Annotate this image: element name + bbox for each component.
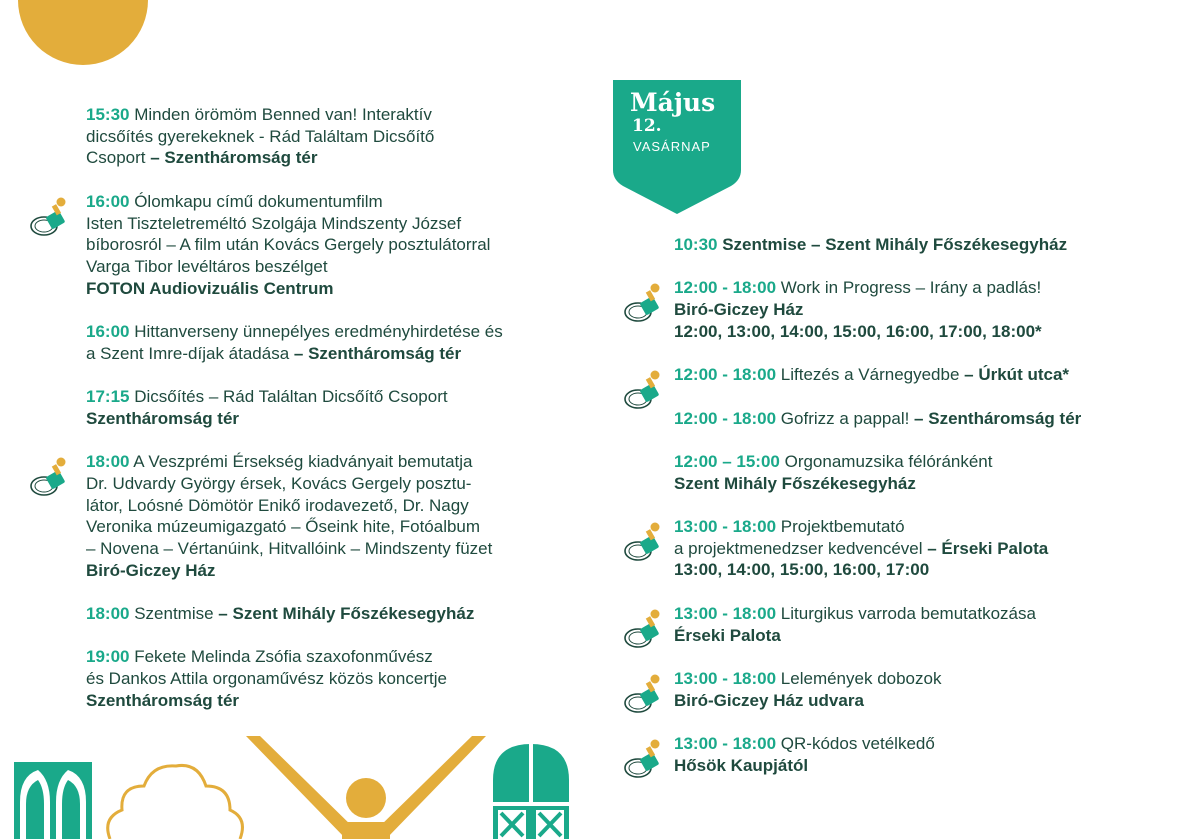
event-time: 16:00 xyxy=(86,322,130,341)
event-title: Liturgikus varroda bemutatkozása xyxy=(780,603,1036,623)
left-schedule-column xyxy=(86,104,566,733)
event-title: Projektbemutató a projektmenedzser kedvencével xyxy=(674,517,923,558)
event-location: – Szent Mihály Főszékesegyház xyxy=(218,604,475,624)
schedule-event xyxy=(674,277,1144,342)
event-time: 18:00 xyxy=(86,604,130,624)
event-title: QR-kódos vetélkedő xyxy=(780,734,935,754)
gold-sun-decoration xyxy=(0,0,170,70)
badge-weekday: VASÁRNAP xyxy=(633,139,711,154)
schedule-event xyxy=(86,386,566,429)
event-location: – Szentháromság tér xyxy=(293,343,462,363)
event-location: Biró-Giczey Ház xyxy=(86,560,216,580)
event-time: 13:00 - 18:00 xyxy=(674,603,777,623)
event-title: Szentmise xyxy=(129,604,219,624)
stamp-icon xyxy=(622,282,662,322)
stamp-icon xyxy=(28,456,68,496)
event-title: Orgonamuzsika félóránként xyxy=(784,451,993,471)
event-location: Szent Mihály Főszékesegyház xyxy=(674,473,916,493)
event-title: Liftezés a Várnegyedbe xyxy=(776,365,965,385)
stamp-icon xyxy=(622,738,662,778)
event-location: Biró-Giczey Ház udvara xyxy=(674,690,864,710)
schedule-event xyxy=(674,516,1144,581)
badge-day: 12. xyxy=(632,116,662,136)
event-title: Lelemények dobozok xyxy=(780,668,942,688)
event-location: – Szentháromság tér xyxy=(150,148,318,168)
event-location: – Érseki Palota xyxy=(927,538,1049,558)
event-location: – Úrkút utca* xyxy=(964,365,1070,385)
event-time: 16:00 xyxy=(86,191,130,211)
schedule-event xyxy=(86,646,566,711)
schedule-event xyxy=(674,408,1144,430)
event-time: 12:00 - 18:00 xyxy=(674,278,777,298)
schedule-event xyxy=(674,364,1144,386)
stamp-icon xyxy=(622,673,662,713)
schedule-event xyxy=(86,451,566,581)
event-title: Ólomkapu című dokumentumfilm Isten Tiszteletreméltó Szolgája Mindszenty József bíborosról – A film után Kovács Gergely posztulátorral Varga Tibor levéltáros beszélget xyxy=(86,191,491,276)
schedule-event xyxy=(86,104,566,169)
event-location: Hősök Kaupjától xyxy=(674,755,809,775)
schedule-event xyxy=(674,733,1144,776)
event-location: – Szentháromság tér xyxy=(914,408,1082,428)
cross-figure-decoration xyxy=(246,736,486,839)
event-time: 13:00 - 18:00 xyxy=(674,734,777,754)
event-time: 18:00 xyxy=(86,452,130,472)
stamp-icon xyxy=(622,521,662,561)
schedule-event xyxy=(86,603,566,625)
event-title: Work in Progress – Irány a padlás! xyxy=(780,278,1042,298)
event-time: 12:00 - 18:00 xyxy=(674,365,777,385)
event-location: Biró-Giczey Ház xyxy=(674,300,804,320)
event-time: 10:30 xyxy=(674,235,718,254)
stamp-icon xyxy=(28,196,68,236)
arched-window-decoration xyxy=(493,744,571,839)
tree-outline-decoration xyxy=(100,760,250,839)
event-time: 15:30 xyxy=(86,105,130,124)
schedule-event xyxy=(86,191,566,300)
event-location: FOTON Audiovizuális Centrum xyxy=(86,278,334,298)
badge-month: Május xyxy=(630,88,716,117)
stamp-icon xyxy=(622,369,662,409)
event-title: Fekete Melinda Zsófia szaxofonművész és Dankos Attila orgonaművész közös koncertje xyxy=(86,647,447,689)
schedule-event xyxy=(674,668,1144,711)
event-title: Hittanverseny ünnepélyes eredményhirdetése és a Szent Imre-díjak átadása xyxy=(86,322,503,363)
event-title: A Veszprémi Érsekség kiadványait bemutatja Dr. Udvardy György érsek, Kovács Gergely posztu- látor, Loósné Dömötör Enikő irodavezető, Dr. Nagy Veronika múzeumigazgató – Őseink hite, Fotóalbum – Novena – Vértanúink, Hitvallóink – Mindszenty füzet xyxy=(86,452,493,558)
event-time: 13:00 - 18:00 xyxy=(674,668,777,688)
event-title: Dicsőítés – Rád Találtan Dicsőítő Csoport xyxy=(134,387,448,407)
event-times: 13:00, 14:00, 15:00, 16:00, 17:00 xyxy=(674,560,930,580)
stamp-icon xyxy=(622,608,662,648)
church-window-decoration xyxy=(14,762,94,839)
event-location: Szentmise – Szent Mihály Főszékesegyház xyxy=(722,235,1068,254)
schedule-event xyxy=(674,451,1144,494)
event-time: 13:00 - 18:00 xyxy=(674,517,777,537)
right-schedule-column xyxy=(674,234,1144,798)
event-location: Szentháromság tér xyxy=(86,690,240,710)
event-times: 12:00, 13:00, 14:00, 15:00, 16:00, 17:00, 18:00* xyxy=(674,321,1042,341)
event-time: 19:00 xyxy=(86,647,130,667)
event-time: 17:15 xyxy=(86,387,130,407)
schedule-event xyxy=(86,321,566,364)
event-title: Minden örömöm Benned van! Interaktív dicsőítés gyerekeknek - Rád Találtam Dicsőítő Csoport xyxy=(86,105,435,168)
event-location: Szentháromság tér xyxy=(86,408,240,428)
schedule-event xyxy=(674,603,1144,646)
event-time: 12:00 - 18:00 xyxy=(674,408,777,428)
event-title: Gofrizz a pappal! xyxy=(776,408,915,428)
event-location: Érseki Palota xyxy=(674,625,781,645)
schedule-event xyxy=(674,234,1144,256)
event-time: 12:00 – 15:00 xyxy=(674,451,780,471)
